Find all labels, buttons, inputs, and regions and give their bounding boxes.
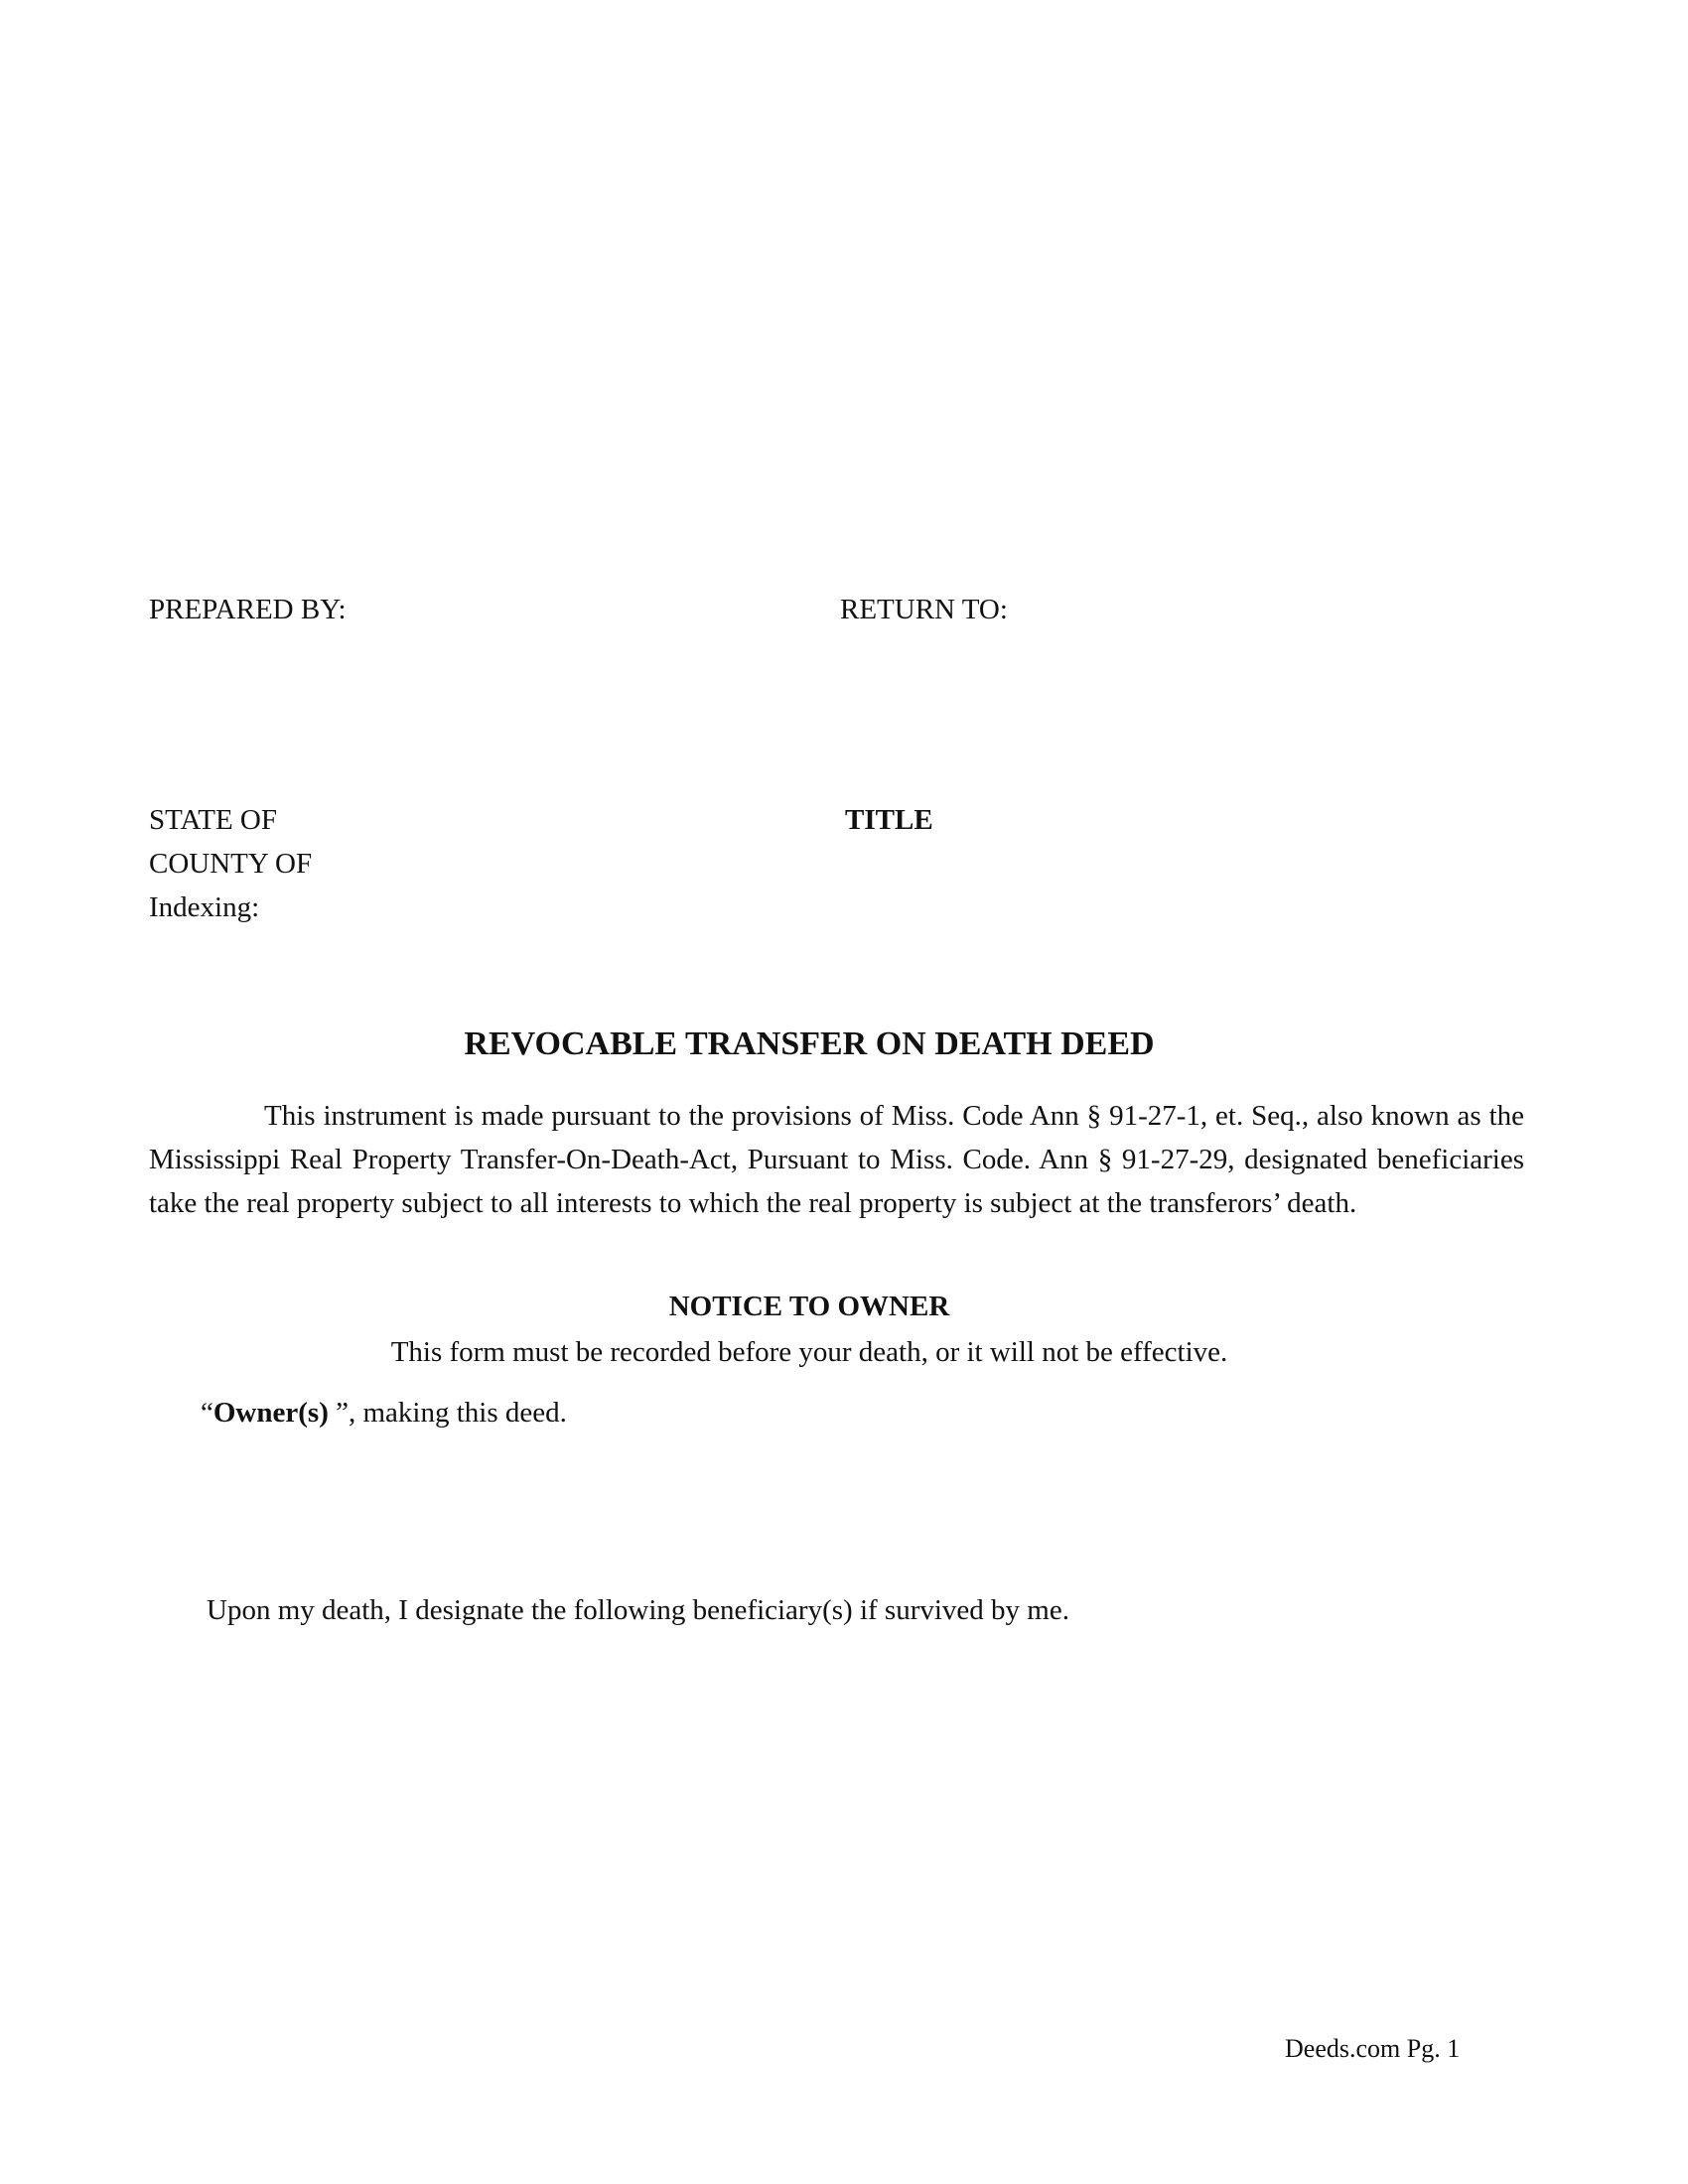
owner-line — [201, 1391, 567, 1434]
prepared-by-label: PREPARED BY: — [149, 594, 347, 625]
notice-text: This form must be recorded before your death, or it will not be effective. — [390, 1336, 1228, 1368]
beneficiary-line: Upon my death, I designate the following beneficiary(s) if survived by me. — [207, 1594, 1069, 1626]
page-footer: Deeds.com Pg. 1 — [1285, 2034, 1461, 2063]
owner-line-rest: ”, making this deed. — [328, 1397, 567, 1429]
owner-label: Owner(s) — [212, 1397, 329, 1429]
title-label: TITLE — [845, 804, 933, 836]
return-to-label: RETURN TO: — [840, 594, 1008, 625]
intro-paragraph: This instrument is made pursuant to the provisions of Miss. Code Ann § 91-27-1, et. Seq., also known as the Mississippi Real Property Transfer-On-Death-Act, Pursuant to Miss. Code. Ann § 91-27-29, designated beneficiaries take the real property subject to all interests to which the real property is subject at the transferors’ death. — [149, 1100, 1524, 1219]
county-of-label: COUNTY OF — [149, 848, 313, 880]
indexing-label: Indexing: — [149, 891, 260, 923]
deed-title: REVOCABLE TRANSFER ON DEATH DEED — [464, 1025, 1155, 1062]
owner-open-quote: “ — [201, 1397, 213, 1429]
notice-heading: NOTICE TO OWNER — [668, 1291, 950, 1322]
state-of-label: STATE OF — [149, 804, 277, 836]
